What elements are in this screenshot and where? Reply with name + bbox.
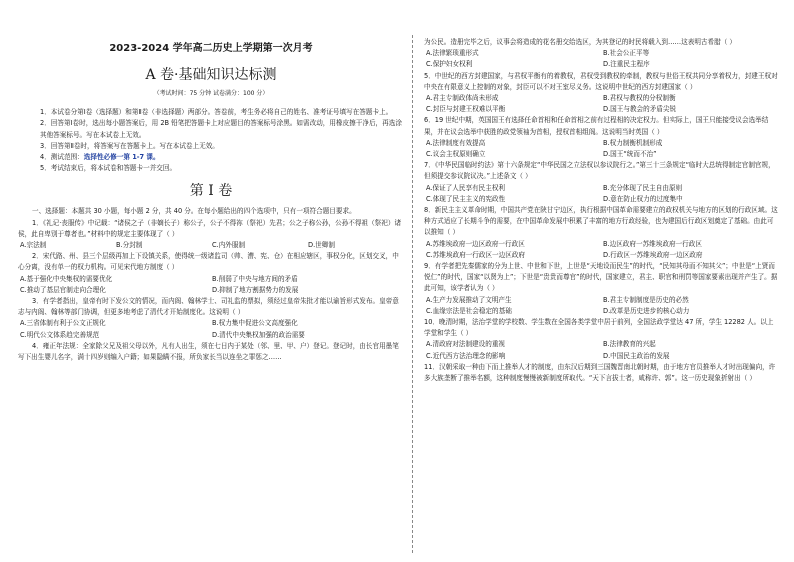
- note-4-prefix: 4．测试范围：: [40, 153, 84, 162]
- question-1-option-a: A.宗法制: [20, 241, 47, 250]
- question-2-options: [18, 274, 404, 296]
- exam-meta: （考试时间：75 分钟 试卷满分：100 分）: [153, 90, 269, 97]
- right-column: [424, 37, 780, 384]
- question-1-option-b: B.分封制: [116, 241, 143, 250]
- question-6-option-d: D.国王“统而不治”: [603, 150, 657, 159]
- question-8-option-b: B.边区政府一苏维埃政府一行政区: [603, 239, 702, 248]
- question-8-option-a: A.苏维埃政府一边区政府一行政区: [426, 239, 525, 248]
- question-10-option-d: D.中国民主政治的发展: [603, 351, 670, 360]
- note-1: 1．本试卷分第Ⅰ卷（选择题）和第Ⅱ卷（非选择题）两部分。答卷前，考生务必将自己的姓名、准考证号填写在答题卡上。: [40, 108, 393, 117]
- note-5: 5．考试结束后，将本试卷和答题卡一并交回。: [40, 164, 177, 173]
- question-4-options: [424, 48, 780, 70]
- question-3-option-b: B.权力集中促进公文高度强化: [212, 319, 298, 328]
- question-7-option-d: D.意在防止权力的过度集中: [603, 194, 683, 203]
- question-2-option-d: D.抑制了地方割据势力的发展: [212, 285, 299, 294]
- question-9-options: [424, 295, 780, 317]
- question-1-options: [18, 240, 404, 251]
- question-10-stem: 10．晚清时期，法治学堂的学校数、学生数在全国各类学堂中居于前列，全国法政学堂达 47 所，学生 12282 人。以上学堂和学生（ ）: [424, 318, 774, 338]
- question-3-option-a: A.三省体制有利于公文正规化: [20, 319, 106, 328]
- question-8-option-d: D.行政区一苏维埃政府一边区政府: [603, 250, 703, 259]
- question-9-stem: 9．有学者把先秦儒家的分为上世、中世和下世，上世是“天地设而民生”的时代，“民知其母而不知其父”；中世是“上贤而悦仁”的时代，国家“以贤为上”；下世是“贵贵而尊官”的时代，国家建立，君主、职官和刑罚等国家要素出现并产生了。据此可知，该学者认为（ ）: [424, 262, 778, 293]
- question-2-option-a: A.基于强化中央集权的需要优化: [20, 274, 113, 283]
- question-5-option-d: D.国王与教会的矛盾尖锐: [603, 105, 677, 114]
- question-8-option-c: C.苏维埃政府一行政区一边区政府: [426, 250, 526, 259]
- question-9-option-b: B.君主专制制度是历史的必然: [603, 295, 689, 304]
- note-2: 2．回答第Ⅰ卷时，选出每小题答案后，用 2B 铅笔把答题卡上对应题目的答案标号涂黑。如需改动，用橡皮擦干净后，再选涂其他答案标号。写在本试卷上无效。: [40, 119, 402, 139]
- question-8-stem: 8．新民主主义革命时期，中国共产党在陕甘宁边区，执行根据中国革命需要建立的政权机关与地方的区划的行政区域。这种方式适应了长期斗争的需要，在中国革命发展中积累了丰富的地方行政经验，也为建国后行政区划奠定了基础。由此可以推知（ ）: [424, 206, 778, 237]
- section-intro: 一、选择题：本题共 30 小题，每小题 2 分，共 40 分。在每小题给出的四个选项中，只有一项符合题目要求。: [32, 207, 356, 216]
- question-2-option-b: B.削弱了中央与地方间的矛盾: [212, 274, 298, 283]
- question-7-option-b: B.充分体现了民主自由原则: [603, 183, 683, 192]
- note-3: 3．回答第Ⅱ卷时，将答案写在答题卡上。写在本试卷上无效。: [40, 141, 219, 150]
- volume-title: 第 Ⅰ 卷: [189, 183, 233, 200]
- question-5-options: [424, 93, 780, 115]
- question-3-options: [18, 318, 404, 340]
- question-7-options: [424, 183, 780, 205]
- question-2-option-c: C.推动了基层官制走向合理化: [20, 285, 106, 294]
- question-7-option-c: C.体现了民主主义的宪政性: [426, 194, 506, 203]
- question-10-option-c: C.近代西方法治理念的影响: [426, 351, 506, 360]
- question-6-option-b: B.权力制衡机制形成: [603, 138, 663, 147]
- question-5-option-c: C.封臣与封建王权难以平衡: [426, 105, 506, 114]
- question-9-option-a: A.生产力发展推动了文明产生: [426, 295, 512, 304]
- question-4-option-a: A.法律繁琐重形式: [426, 49, 479, 58]
- question-3-option-c: C.明代公文体系趋完善规范: [20, 330, 100, 339]
- question-9-option-d: D.改革是历史进步的核心动力: [603, 306, 690, 315]
- question-6-option-a: A.法律制度有效提高: [426, 138, 486, 147]
- exam-title: 2023-2024 学年高二历史上学期第一次月考: [109, 43, 313, 54]
- note-4: [18, 152, 404, 163]
- question-1-option-c: C.内外服制: [212, 241, 246, 250]
- question-4-option-d: D.注重民主程序: [603, 60, 650, 69]
- left-column: [18, 42, 404, 363]
- question-11-stem: 11．汉朝采取一种由下而上推举人才的制度，由东汉后期到三国魏晋南北朝时期，由于地方官员推举人才时出现偏向，许多大族垄断了推举名额，这种制度慢慢被新制度所取代。“天下言拔士者，咸称许、郭”。这一历史现象折射出（ ）: [424, 362, 776, 383]
- question-10-option-a: A.清政府对法制建设的重视: [426, 340, 506, 349]
- question-10-options: [424, 339, 780, 361]
- paper-title: A 卷·基础知识达标测: [145, 67, 277, 83]
- question-7-stem: 7．《中华民国临时约法》第十六条规定“中华民国之立法权以参议院行之。”第三十三条规定“临时大总统得制定官制官规，但须提交参议院议决。”上述条文（ ）: [424, 161, 775, 181]
- question-5-option-b: B.君权与教权的分权制衡: [603, 94, 676, 103]
- question-3-stem: 3．有学者指出，皇帝有时下发公文的情况，而内阁、翰林学士、司礼监的票拟，须经过皇帝朱批才能以谕旨形式发布。皇帝意志与内阁、翰林等部门协调，但更多地考虑了清代才开始制度化。这说明（ ）: [18, 297, 399, 317]
- question-5-stem: 5．中世纪的西方封建国家，与君权平衡有的着教权，君权受到教权的牵制，教权与世俗王权共同分享着权力，封建王权对中央在有限意义上控制的对象，封臣可以不对王室尽义务。这说明中世纪的西方封建国家（ ）: [424, 71, 778, 91]
- question-10-option-b: B.法律教育的兴起: [603, 340, 656, 349]
- question-8-options: [424, 239, 780, 261]
- question-1-stem: 1．《礼记·丧服传》中记载：“诸侯之子（非嫡长子）称公子，公子不得祢（祭祀）先君；公之子称公孙，公孙不得祖（祭祀）诸侯，此自卑别于尊者也。”材料中的规定主要体现了（ ）: [18, 218, 402, 238]
- test-range: 选择性必修一第 1-7 课。: [83, 153, 160, 162]
- question-6-option-c: C.议会主权原则确立: [426, 150, 486, 159]
- column-divider: [412, 35, 413, 553]
- question-4-continued: 为公民。造册完毕之后，议事会将造成的花名册交给选区，为其登记的时民将载入到……这表明古希腊（ ）: [424, 38, 737, 46]
- question-4-option-b: B.社会公正平等: [603, 49, 650, 58]
- question-2-stem: 2．宋代路、州、县三个层级再加上下设镇关系，使得统一级诸监司（帅、漕、宪、仓）在相应辖区，事权分化，区划交叉，中心分离，没有单一的权力机构。可见宋代地方制度（ ）: [18, 252, 399, 272]
- question-6-options: [424, 138, 780, 160]
- question-7-option-a: A.保证了人民享有民主权利: [426, 183, 506, 192]
- question-6-stem: 6．19 世纪中期，英国国王有选择任命首相和任命首相之前有过程相的决定权力。但实际上，国王只能接受议会选举结果，并在议会选举中获胜的政党领袖为首相，授权首相组阁。这说明当时英国（ ）: [424, 116, 769, 136]
- question-3-option-d: D.清代中央集权加强的政治需要: [212, 330, 305, 339]
- question-4-option-c: C.保护妇女权利: [426, 60, 473, 69]
- question-4-stem: 4．雍正年法规：全家除父兄及祖父母以外，凡有人出生，须在七日内于某处（邻、里、甲、户）登记。登记时，由长官用墨笔写下出生婴儿名字，满十四岁则编入户籍；如果隐瞒不报，所负家长当以连坐之罪惩之……: [18, 341, 399, 362]
- question-9-option-c: C.血缘宗法是社会稳定的基础: [426, 306, 512, 315]
- question-1-option-d: D.世卿制: [308, 241, 335, 250]
- question-5-option-a: A.君主专制政体尚未形成: [426, 94, 499, 103]
